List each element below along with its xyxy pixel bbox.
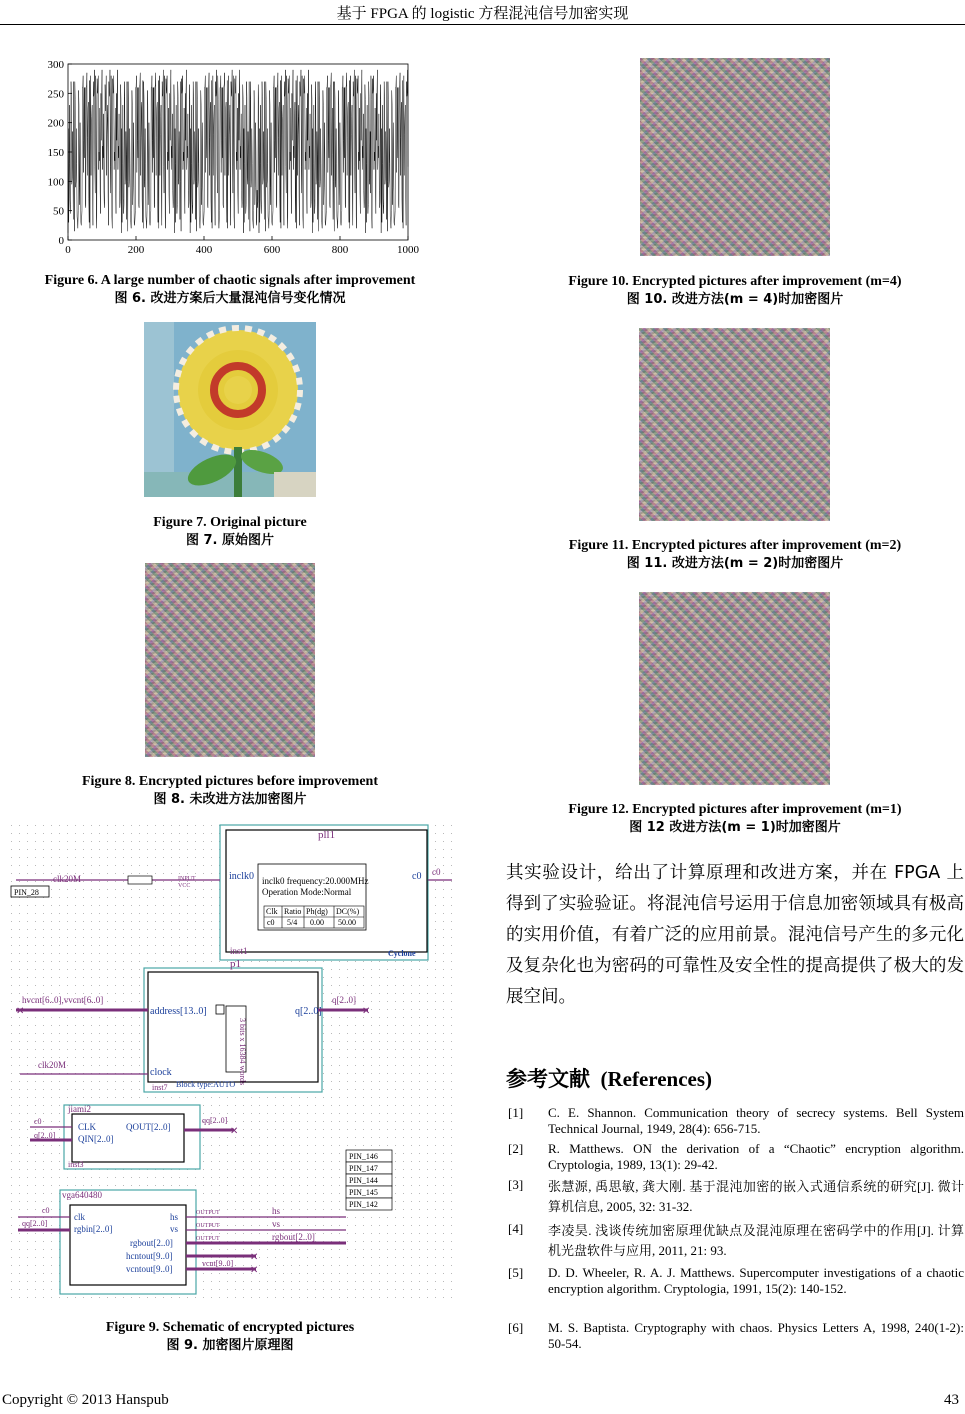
figure-10-caption-zh: 图 10. 改进方法(m = 4)时加密图片 xyxy=(626,292,844,307)
vga-out-rgb: rgbout[2..0] xyxy=(272,1232,315,1242)
y-tick-label: 0 xyxy=(58,235,64,247)
figure-8-caption-zh: 图 8. 未改进方法加密图片 xyxy=(153,792,307,807)
y-tick-label: 150 xyxy=(47,147,64,159)
page-number: 43 xyxy=(944,1392,959,1408)
pin-142: PIN_142 xyxy=(349,1200,378,1209)
pll-info2: Operation Mode:Normal xyxy=(262,887,352,897)
figure-6-caption-zh: 图 6. 改进方案后大量混沌信号变化情况 xyxy=(114,291,346,306)
svg-text:✕: ✕ xyxy=(250,1252,259,1263)
reference-item xyxy=(508,1320,965,1356)
vga-name: vga640480 xyxy=(62,1190,102,1200)
vga-port-rgbin: rgbin[2..0] xyxy=(74,1224,113,1234)
figure-7-caption-zh: 图 7. 原始图片 xyxy=(185,533,275,548)
y-tick-label: 200 xyxy=(47,117,64,130)
encrypted-picture-m4 xyxy=(640,58,830,256)
rom-port-addr: address[13..0] xyxy=(150,1006,207,1017)
rom-port-clock: clock xyxy=(150,1067,172,1078)
references-heading-en: (References) xyxy=(600,1067,713,1091)
pll-inst: inst1 xyxy=(230,946,248,956)
jiami-in-wire2: q[2..0] xyxy=(34,1131,56,1140)
clk-input-label: clk20M xyxy=(53,874,81,884)
jiami-port-qin: QIN[2..0] xyxy=(78,1134,114,1144)
y-tick-label: 50 xyxy=(53,205,64,218)
reference-item xyxy=(508,1221,965,1257)
x-tick-label: 600 xyxy=(263,244,281,256)
jiami-port-qout: QOUT[2..0] xyxy=(126,1122,171,1132)
pll-td-ratio: 5/4 xyxy=(287,918,298,927)
figure-7-caption xyxy=(60,514,400,550)
reference-item xyxy=(508,1177,965,1213)
figure-12-caption xyxy=(500,801,965,837)
rom-inst: inst7 xyxy=(152,1083,168,1092)
jiami-in-wire1: c0 xyxy=(34,1117,42,1126)
x-tick-label: 800 xyxy=(331,244,349,256)
y-tick-label: 300 xyxy=(47,59,64,71)
rom-name: p1 xyxy=(230,958,241,970)
figure-12-caption-en: Figure 12. Encrypted pictures after improvement (m=1) xyxy=(568,802,902,817)
pll-family: Cyclone xyxy=(388,949,416,958)
vga-in-wire1: c0 xyxy=(42,1206,50,1215)
pll-th-ratio: Ratio xyxy=(284,907,302,916)
figure-9-caption xyxy=(30,1319,430,1355)
reference-item xyxy=(508,1265,965,1317)
reference-text: D. D. Wheeler, R. A. J. Matthews. Supercomputer investigations of a chaotic encryption algorithm. Cryptologia, 1991, 15(2): 140-152. xyxy=(548,1265,964,1296)
pll-th-dc: DC(%) xyxy=(336,907,360,916)
x-tick-label: 0 xyxy=(65,244,71,256)
pll-out-wire-label: c0 xyxy=(432,867,441,877)
references-heading-zh: 参考文献 xyxy=(506,1067,590,1091)
pin-145: PIN_145 xyxy=(349,1188,378,1197)
y-tick-label: 250 xyxy=(47,88,64,101)
figure-11-caption xyxy=(500,537,965,573)
input-tag: INPUT xyxy=(178,876,196,882)
pll-td-clk: c0 xyxy=(267,918,275,927)
reference-text: C. E. Shannon. Communication theory of secrecy systems. Bell System Technical Journal, 1949, 28(4): 656-715. xyxy=(548,1105,964,1136)
encrypted-picture-before xyxy=(145,563,315,757)
vga-port-clk: clk xyxy=(74,1212,85,1222)
figure-9-caption-en: Figure 9. Schematic of encrypted pictures xyxy=(105,1320,355,1335)
rom-port-q: q[2..0] xyxy=(295,1006,322,1017)
sunflower-image xyxy=(144,322,316,497)
figure-11-caption-zh: 图 11. 改进方法(m = 2)时加密图片 xyxy=(626,556,844,571)
vga-port-hs: hs xyxy=(170,1212,179,1222)
encryption-schematic xyxy=(8,822,455,1302)
jiami-name: jiami2 xyxy=(68,1104,91,1114)
figure-6-caption-en: Figure 6. A large number of chaotic signals after improvement xyxy=(44,273,416,288)
svg-text:✕: ✕ xyxy=(230,1126,239,1137)
vga-output-tag-2: OUTPUT xyxy=(196,1223,220,1229)
reference-list xyxy=(508,1105,965,1395)
reference-number: [1] xyxy=(508,1105,524,1120)
y-tick-label: 100 xyxy=(47,176,64,189)
figure-6-caption xyxy=(10,272,450,308)
vga-port-hcntout: hcntout[9..0] xyxy=(126,1251,173,1261)
encrypted-picture-m1 xyxy=(639,592,830,785)
pin-146: PIN_146 xyxy=(349,1152,378,1161)
reference-number: [6] xyxy=(508,1320,524,1335)
vga-vcnt-label: vcnt[9..0] xyxy=(202,1259,234,1268)
reference-number: [5] xyxy=(508,1265,524,1280)
jiami-port-clk: CLK xyxy=(78,1122,96,1132)
pll-port-out: c0 xyxy=(412,871,422,882)
vcc-tag: VCC xyxy=(178,883,191,889)
svg-text:✕: ✕ xyxy=(16,1006,25,1017)
pll-info1: inclk0 frequency:20.000MHz xyxy=(262,876,369,886)
figure-9-caption-zh: 图 9. 加密图片原理图 xyxy=(166,1338,294,1353)
pll-port-in: inclk0 xyxy=(229,871,254,882)
reference-item xyxy=(508,1141,965,1177)
figure-10-caption-en: Figure 10. Encrypted pictures after improvement (m=4) xyxy=(568,274,902,289)
vga-in-wire2: qq[2..0] xyxy=(22,1219,48,1228)
reference-number: [4] xyxy=(508,1221,524,1236)
reference-number: [3] xyxy=(508,1177,524,1192)
vga-out-hs: hs xyxy=(272,1206,281,1216)
reference-text: M. S. Baptista. Cryptography with chaos. Physics Letters A, 1998, 240(1-2): 50-54. xyxy=(548,1320,964,1351)
running-header: 基于 FPGA 的 logistic 方程混沌信号加密实现 xyxy=(336,6,629,22)
figure-7-caption-en: Figure 7. Original picture xyxy=(153,515,307,530)
pin-144: PIN_144 xyxy=(349,1176,378,1185)
pll-th-clk: Clk xyxy=(266,907,278,916)
chaotic-signal-chart xyxy=(30,58,420,258)
vga-port-rgbout: rgbout[2..0] xyxy=(130,1238,173,1248)
vga-output-tag-3: OUTPUT xyxy=(196,1236,220,1242)
vga-output-tag-1: OUTPUT xyxy=(196,1210,220,1216)
svg-text:✕: ✕ xyxy=(362,1006,371,1017)
x-tick-label: 400 xyxy=(195,244,213,256)
figure-12-caption-zh: 图 12 改进方法(m = 1)时加密图片 xyxy=(629,820,841,835)
figure-11-caption-en: Figure 11. Encrypted pictures after improvement (m=2) xyxy=(568,538,902,553)
conclusion-paragraph: 其实验设计，给出了计算原理和改进方案，并在 FPGA 上得到了实验验证。将混沌信号运用于信息加密领域具有极高的实用价值，有着广泛的应用前景。混沌信号产生的多元化及复杂化也为密码的可靠性及安全性的提高提供了极大的发展空间。 xyxy=(506,863,964,1007)
pll-th-ph: Ph(dg) xyxy=(306,907,328,916)
rom-block-type: Block type:AUTO xyxy=(176,1080,236,1089)
rom-q-wire: q[2..0] xyxy=(332,995,356,1005)
svg-text:✕: ✕ xyxy=(250,1265,259,1276)
jiami-out-wire: qq[2..0] xyxy=(202,1116,228,1125)
rom-addr-wire: hvcnt[6..0],vvcnt[6..0] xyxy=(22,995,104,1005)
vga-port-vs: vs xyxy=(170,1224,179,1234)
pin-147: PIN_147 xyxy=(349,1164,378,1173)
pll-td-dc: 50.00 xyxy=(338,918,356,927)
original-picture xyxy=(144,322,316,497)
x-tick-label: 1000 xyxy=(397,244,419,256)
figure-8-caption xyxy=(20,773,440,809)
reference-text: 李凌昊. 浅谈传统加密原理优缺点及混沌原理在密码学中的作用[J]. 计算机光盘软件与应用, 2011, 21: 93. xyxy=(548,1223,964,1258)
pll-td-ph: 0.00 xyxy=(310,918,324,927)
references-heading xyxy=(506,1063,712,1093)
header-rule xyxy=(0,24,965,25)
jiami-inst: inst3 xyxy=(68,1160,84,1169)
vga-port-vcntout: vcntout[9..0] xyxy=(126,1264,173,1274)
reference-item xyxy=(508,1105,965,1141)
x-tick-label: 200 xyxy=(127,244,145,256)
rom-mem-size: 3 bits x 16384 words xyxy=(238,1018,247,1086)
reference-text: R. Matthews. ON the derivation of a “Chaotic” encryption algorithm. Cryptologia, 1989, 13(1): 29-42. xyxy=(548,1141,964,1172)
copyright: Copyright © 2013 Hanspub xyxy=(2,1392,169,1408)
figure-10-caption xyxy=(500,273,965,309)
pll-name: pll1 xyxy=(318,829,336,841)
pin-28-label: PIN_28 xyxy=(14,888,39,897)
vga-out-vs: vs xyxy=(272,1219,281,1229)
reference-text: 张慧源, 禹思敏, 龚大刚. 基于混沌加密的嵌入式通信系统的研究[J]. 微计算机信息, 2005, 32: 31-32. xyxy=(548,1179,964,1214)
encrypted-picture-m2 xyxy=(639,328,830,521)
figure-8-caption-en: Figure 8. Encrypted pictures before improvement xyxy=(81,774,379,789)
reference-number: [2] xyxy=(508,1141,524,1156)
rom-clk-wire: clk20M xyxy=(38,1060,66,1070)
